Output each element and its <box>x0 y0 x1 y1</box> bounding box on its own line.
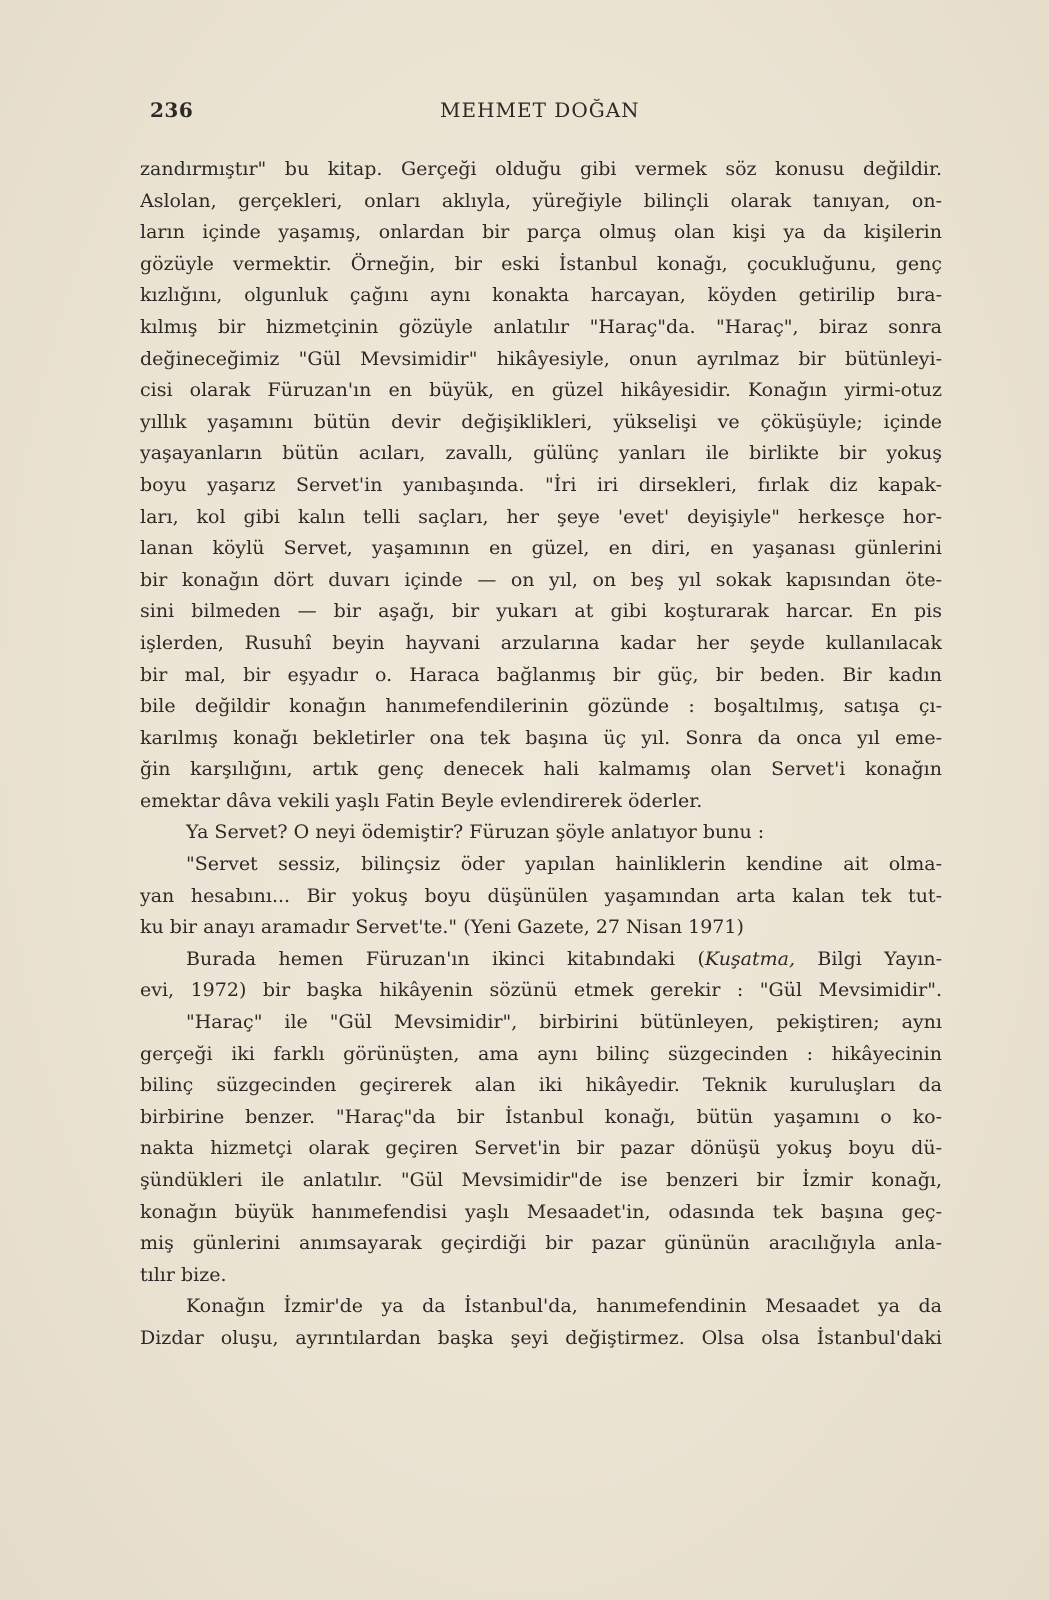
text-line: "Servet sessiz, bilinçsiz öder yapılan hainliklerin kendine ait olma- <box>186 853 942 876</box>
text-line: miş günlerini anımsayarak geçirdiği bir pazar gününün aracılığıyla anla- <box>140 1232 942 1255</box>
text-line: bir mal, bir eşyadır o. Haraca bağlanmış bir güç, bir beden. Bir kadın <box>140 663 942 686</box>
text-line: lanan köylü Servet, yaşamının en güzel, en diri, en yaşanası günlerini <box>140 537 942 560</box>
text-line <box>140 944 942 976</box>
text-line: karılmış konağı bekletirler ona tek başına üç yıl. Sonra da onca yıl eme- <box>140 726 942 749</box>
text-line: boyu yaşarız Servet'in yanıbaşında. "İri iri dirsekleri, fırlak diz kapak- <box>140 473 942 496</box>
text-line: yan hesabını... Bir yokuş boyu düşünülen yaşamından arta kalan tek tut- <box>140 884 942 907</box>
text-line: konağın büyük hanımefendisi yaşlı Mesaadet'in, odasında tek başına geç- <box>140 1200 942 1223</box>
running-head: MEHMET DOĞAN <box>440 98 640 122</box>
book-title: Kuşatma, <box>704 947 796 970</box>
text-line: bir konağın dört duvarı içinde — on yıl, on beş yıl sokak kapısından öte- <box>140 568 942 591</box>
text-line: evi, 1972) bir başka hikâyenin sözünü etmek gerekir : "Gül Mevsimidir". <box>140 979 942 1002</box>
text-segment: Bilgi Yayın- <box>795 947 942 970</box>
text-line: değineceğimiz "Gül Mevsimidir" hikâyesiyle, onun ayrılmaz bir bütünleyi- <box>140 347 942 370</box>
text-line: Konağın İzmir'de ya da İstanbul'da, hanımefendinin Mesaadet ya da <box>186 1295 942 1318</box>
text-line: kılmış bir hizmetçinin gözüyle anlatılır "Haraç"da. "Haraç", biraz sonra <box>140 315 942 338</box>
text-line: bile değildir konağın hanımefendilerinin gözünde : boşaltılmış, satışa çı- <box>140 695 942 718</box>
body-text <box>140 154 942 1355</box>
text-line: zandırmıştır" bu kitap. Gerçeği olduğu gibi vermek söz konusu değildir. <box>140 158 942 180</box>
page-number: 236 <box>150 98 194 122</box>
text-line: Aslolan, gerçekleri, onları aklıyla, yüreğiyle bilinçli olarak tanıyan, on- <box>140 189 942 212</box>
text-line: şündükleri ile anlatılır. "Gül Mevsimidir"de ise benzeri bir İzmir konağı, <box>140 1169 942 1191</box>
text-line: yıllık yaşamını bütün devir değişiklikleri, yükselişi ve çöküşüyle; içinde <box>140 410 942 433</box>
text-line: kızlığını, olgunluk çağını aynı konakta harcayan, köyden getirilip bıra- <box>140 284 942 307</box>
text-line: tılır bize. <box>140 1263 227 1286</box>
text-line: ku bir anayı aramadır Servet'te." (Yeni Gazete, 27 Nisan 1971) <box>140 916 744 939</box>
text-line: ları, kol gibi kalın telli saçları, her şeye 'evet' deyişiyle" herkesçe hor- <box>140 505 942 528</box>
text-segment: Burada hemen Füruzan'ın ikinci kitabındaki ( <box>186 947 705 970</box>
text-line: ğin karşılığını, artık genç denecek hali kalmamış olan Servet'i konağın <box>140 758 942 781</box>
text-line: ların içinde yaşamış, onlardan bir parça olmuş olan kişi ya da kişilerin <box>140 221 942 244</box>
text-line: işlerden, Rusuhî beyin hayvani arzularına kadar her şeyde kullanılacak <box>140 631 942 654</box>
text-line: sini bilmeden — bir aşağı, bir yukarı at gibi koşturarak harcar. En pis <box>140 600 942 623</box>
text-line: gözüyle vermektir. Örneğin, bir eski İstanbul konağı, çocukluğunu, genç <box>140 252 942 275</box>
text-line: Ya Servet? O neyi ödemiştir? Füruzan şöyle anlatıyor bunu : <box>186 821 765 844</box>
page-header <box>150 98 940 126</box>
text-line: "Haraç" ile "Gül Mevsimidir", birbirini bütünleyen, pekiştiren; aynı <box>186 1011 942 1034</box>
text-line: nakta hizmetçi olarak geçiren Servet'in bir pazar dönüşü yokuş boyu dü- <box>140 1137 942 1160</box>
text-line: gerçeği iki farklı görünüşten, ama aynı bilinç süzgecinden : hikâyecinin <box>140 1042 942 1065</box>
text-line: emektar dâva vekili yaşlı Fatin Beyle evlendirerek öderler. <box>140 789 703 812</box>
text-line: cisi olarak Füruzan'ın en büyük, en güzel hikâyesidir. Konağın yirmi-otuz <box>140 379 942 402</box>
text-line: birbirine benzer. "Haraç"da bir İstanbul konağı, bütün yaşamını o ko- <box>140 1105 942 1128</box>
text-line: yaşayanların bütün acıları, zavallı, gülünç yanları ile birlikte bir yokuş <box>140 442 942 465</box>
text-line: bilinç süzgecinden geçirerek alan iki hikâyedir. Teknik kuruluşları da <box>140 1074 942 1097</box>
text-line: Dizdar oluşu, ayrıntılardan başka şeyi değiştirmez. Olsa olsa İstanbul'daki <box>140 1326 942 1349</box>
